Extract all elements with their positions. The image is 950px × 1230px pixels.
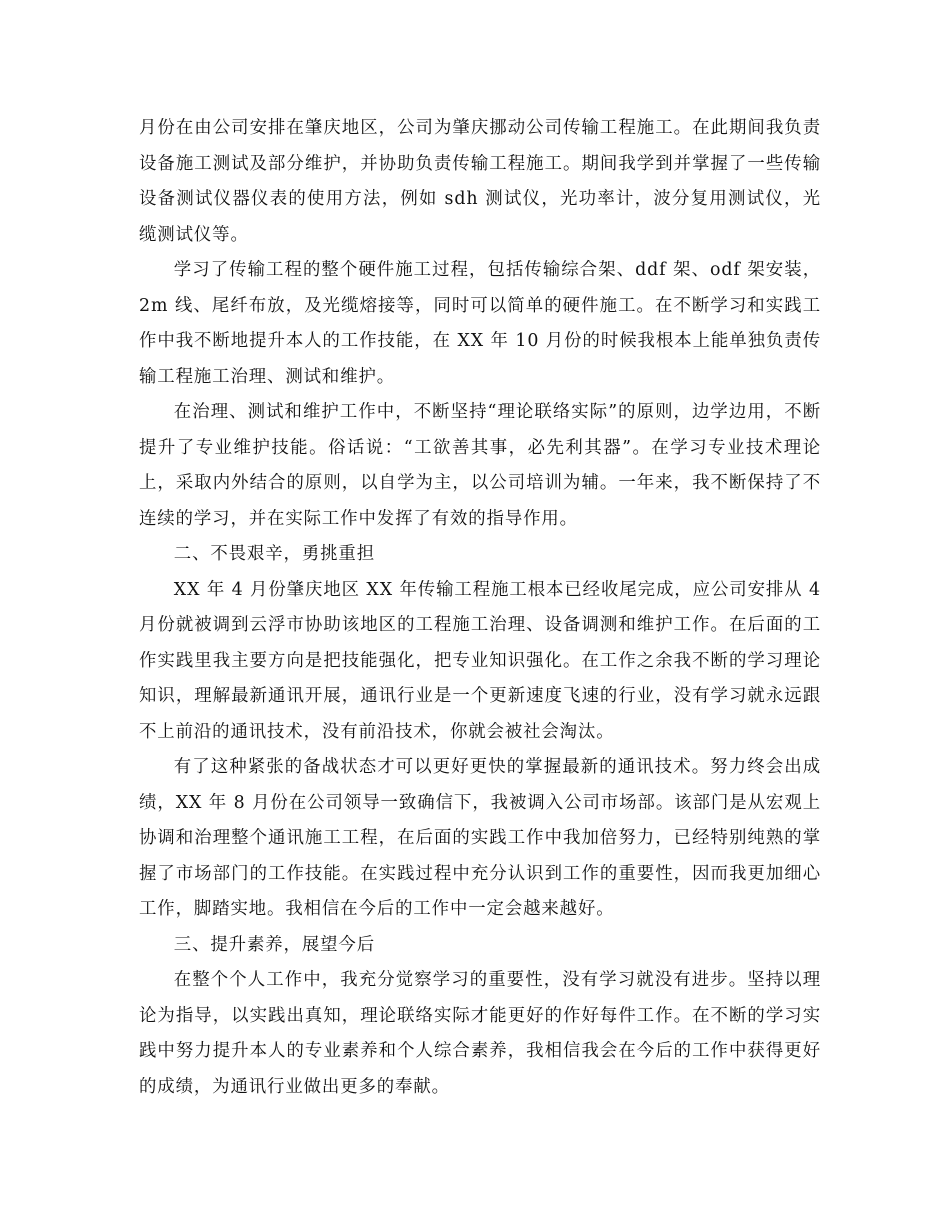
section-heading-3: 三、提升素养，展望今后 xyxy=(173,934,375,955)
paragraph-continuation: 月份在由公司安排在肇庆地区，公司为肇庆挪动公司传输工程施工。在此期间我负责设备施工测试及部分维护，并协助负责传输工程施工。期间我学到并掌握了一些传输设备测试仪器仪表的使用方法，例如 sdh 测试仪，光功率计，波分复用测试仪，光缆测试仪等。 xyxy=(139,118,821,245)
paragraph-market-department: 有了这种紧张的备战状态才可以更好更快的掌握最新的通讯技术。努力终会出成绩，XX 年 8 月份在公司领导一致确信下，我被调入公司市场部。该部门是从宏观上协调和治理整个通讯施工工程，在后面的实践工作中我加倍努力，已经特别纯熟的掌握了市场部门的工作技能。在实践过程中充分认识到工作的重要性，因而我更加细心工作，脚踏实地。我相信在今后的工作中一定会越来越好。 xyxy=(139,757,821,919)
document-page xyxy=(139,111,821,1105)
paragraph-theory-practice: 在治理、测试和维护工作中，不断坚持“理论联络实际”的原则，边学边用，不断提升了专业维护技能。俗话说：“工欲善其事，必先利其器”。在学习专业技术理论上，采取内外结合的原则，以自学为主，以公司培训为辅。一年来，我不断保持了不连续的学习，并在实际工作中发挥了有效的指导作用。 xyxy=(139,402,821,529)
section-heading-2: 二、不畏艰辛，勇挑重担 xyxy=(173,544,375,564)
paragraph-conclusion: 在整个个人工作中，我充分觉察学习的重要性，没有学习就没有进步。坚持以理论为指导，以实践出真知，理论联络实际才能更好的作好每件工作。在不断的学习实践中努力提升本人的专业素养和个人综合素养，我相信我会在今后的工作中获得更好的成绩，为通讯行业做出更多的奉献。 xyxy=(139,970,821,1097)
paragraph-hardware-construction: 学习了传输工程的整个硬件施工过程，包括传输综合架、ddf 架、odf 架安装，2m 线、尾纤布放，及光缆熔接等，同时可以简单的硬件施工。在不断学习和实践工作中我不断地提升本人的工作技能，在 XX 年 10 月份的时候我根本上能单独负责传输工程施工治理、测试和维护。 xyxy=(139,260,821,387)
paragraph-yunfu-transfer: XX 年 4 月份肇庆地区 XX 年传输工程施工根本已经收尾完成，应公司安排从 4 月份就被调到云浮市协助该地区的工程施工治理、设备调测和维护工作。在后面的工作实践里我主要方向是把技能强化，把专业知识强化。在工作之余我不断的学习理论知识，理解最新通讯开展，通讯行业是一个更新速度飞速的行业，没有学习就永远跟不上前沿的通讯技术，没有前沿技术，你就会被社会淘汰。 xyxy=(139,579,821,742)
